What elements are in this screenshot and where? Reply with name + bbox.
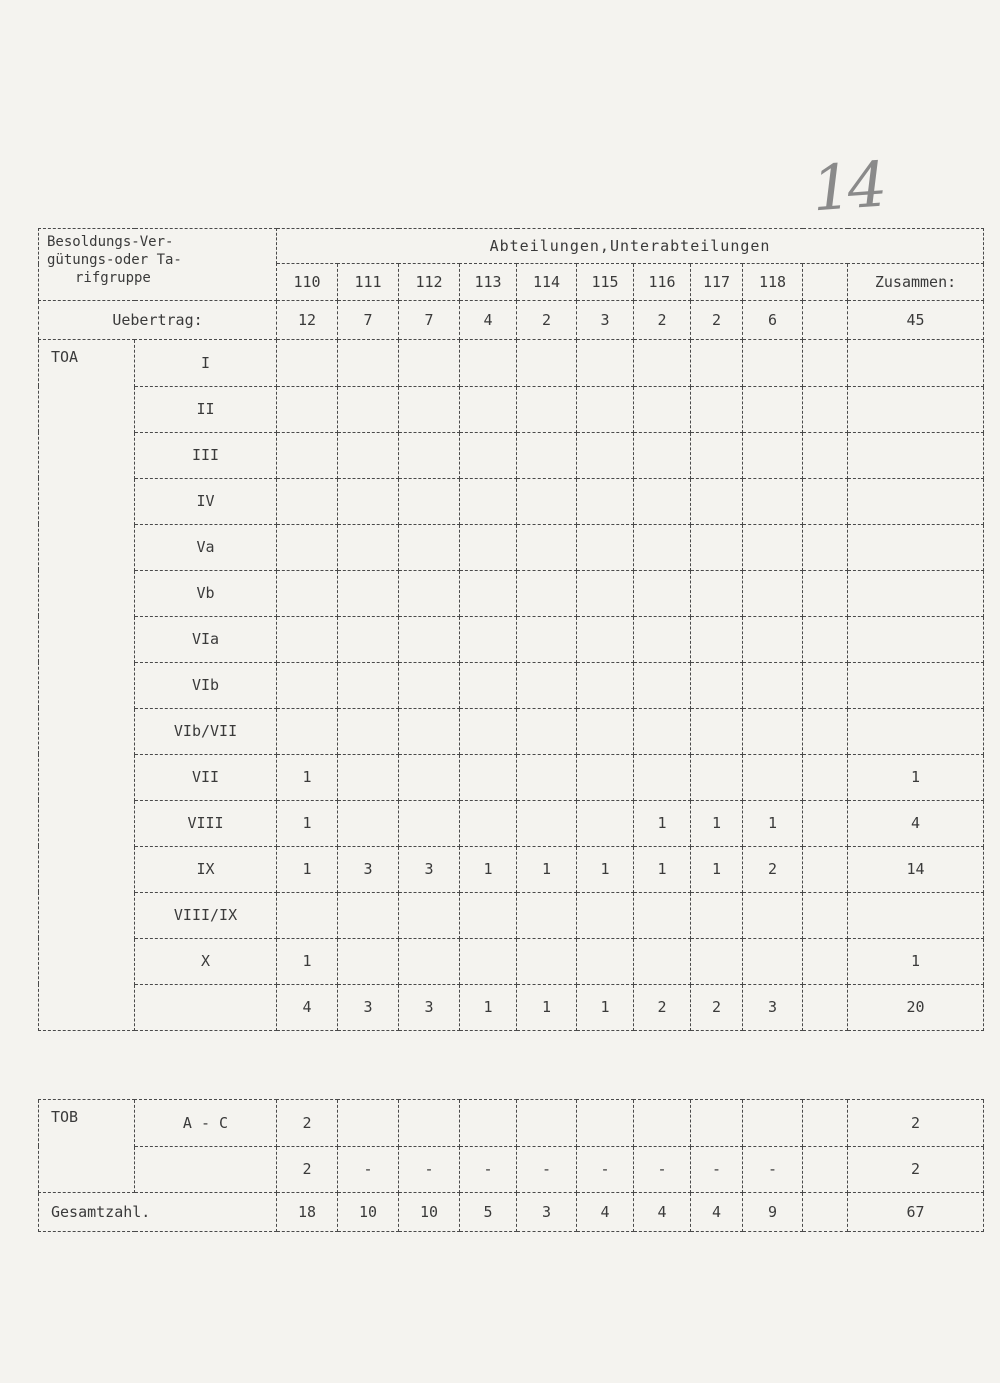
value-cell <box>848 524 984 570</box>
value-cell <box>634 524 691 570</box>
toa-row <box>39 662 984 708</box>
value-cell: 1 <box>460 846 517 892</box>
value-cell <box>338 432 399 478</box>
value-cell <box>460 754 517 800</box>
value-cell <box>399 386 460 432</box>
toa-row <box>39 708 984 754</box>
toa-sublabel <box>135 984 277 1031</box>
toa-sublabel: IV <box>135 478 277 524</box>
toa-group-cell <box>39 800 135 846</box>
value-cell <box>691 340 743 387</box>
value-cell <box>743 524 803 570</box>
header-row-top <box>39 229 984 264</box>
value-cell: 4 <box>848 800 984 846</box>
value-cell <box>634 754 691 800</box>
toa-sublabel: IX <box>135 846 277 892</box>
column-header-Zusammen:: Zusammen: <box>848 264 984 301</box>
toa-sublabel: VIa <box>135 616 277 662</box>
value-cell: 2 <box>634 301 691 340</box>
toa-group-cell <box>39 708 135 754</box>
value-cell <box>803 938 848 984</box>
value-cell <box>338 340 399 387</box>
value-cell <box>691 754 743 800</box>
value-cell: 20 <box>848 984 984 1031</box>
value-cell <box>634 662 691 708</box>
toa-row <box>39 800 984 846</box>
value-cell <box>460 800 517 846</box>
gesamt-row <box>39 1193 984 1232</box>
value-cell: 1 <box>277 938 338 984</box>
toa-sublabel: VIb <box>135 662 277 708</box>
value-cell <box>691 892 743 938</box>
value-cell: 1 <box>691 800 743 846</box>
value-cell <box>691 478 743 524</box>
value-cell <box>803 1100 848 1147</box>
value-cell: 7 <box>399 301 460 340</box>
toa-row <box>39 846 984 892</box>
value-cell <box>399 616 460 662</box>
value-cell <box>691 708 743 754</box>
value-cell <box>634 432 691 478</box>
value-cell <box>577 386 634 432</box>
value-cell: 12 <box>277 301 338 340</box>
toa-sublabel: II <box>135 386 277 432</box>
tob-sublabel: A - C <box>135 1100 277 1147</box>
value-cell <box>577 800 634 846</box>
value-cell: 2 <box>691 984 743 1031</box>
value-cell <box>691 616 743 662</box>
toa-sublabel: VIII/IX <box>135 892 277 938</box>
value-cell <box>691 432 743 478</box>
value-cell <box>460 524 517 570</box>
value-cell <box>399 754 460 800</box>
value-cell <box>803 754 848 800</box>
toa-group-cell <box>39 386 135 432</box>
toa-row <box>39 616 984 662</box>
value-cell <box>803 301 848 340</box>
value-cell: 2 <box>848 1100 984 1147</box>
value-cell <box>634 708 691 754</box>
toa-group-cell <box>39 662 135 708</box>
toa-group-cell <box>39 938 135 984</box>
toa-group-cell <box>39 984 135 1031</box>
value-cell <box>517 662 577 708</box>
value-cell <box>338 570 399 616</box>
value-cell: 4 <box>277 984 338 1031</box>
value-cell <box>517 478 577 524</box>
toa-group-cell <box>39 524 135 570</box>
value-cell <box>577 1100 634 1147</box>
value-cell <box>634 570 691 616</box>
column-header-118: 118 <box>743 264 803 301</box>
value-cell <box>803 984 848 1031</box>
value-cell: - <box>460 1146 517 1193</box>
value-cell: 1 <box>743 800 803 846</box>
value-cell <box>277 432 338 478</box>
value-cell: 2 <box>277 1146 338 1193</box>
value-cell <box>338 892 399 938</box>
value-cell <box>691 570 743 616</box>
value-cell: 3 <box>577 301 634 340</box>
toa-row <box>39 432 984 478</box>
value-cell <box>338 800 399 846</box>
value-cell <box>577 478 634 524</box>
value-cell: 2 <box>277 1100 338 1147</box>
value-cell <box>399 800 460 846</box>
value-cell: 1 <box>517 984 577 1031</box>
value-cell <box>460 478 517 524</box>
value-cell <box>803 1193 848 1232</box>
toa-sublabel: X <box>135 938 277 984</box>
value-cell <box>577 892 634 938</box>
value-cell <box>743 340 803 387</box>
value-cell: - <box>691 1146 743 1193</box>
value-cell: - <box>577 1146 634 1193</box>
value-cell <box>634 616 691 662</box>
value-cell <box>399 1100 460 1147</box>
value-cell <box>277 340 338 387</box>
value-cell <box>517 892 577 938</box>
value-cell: 2 <box>691 301 743 340</box>
tob-sublabel <box>135 1146 277 1193</box>
value-cell <box>277 708 338 754</box>
value-cell: 3 <box>517 1193 577 1232</box>
value-cell: 3 <box>399 846 460 892</box>
value-cell: 4 <box>691 1193 743 1232</box>
value-cell <box>338 708 399 754</box>
toa-row <box>39 892 984 938</box>
value-cell <box>691 1100 743 1147</box>
value-cell <box>460 386 517 432</box>
value-cell <box>517 432 577 478</box>
value-cell <box>743 386 803 432</box>
value-cell <box>691 386 743 432</box>
toa-sublabel: I <box>135 340 277 387</box>
value-cell <box>460 892 517 938</box>
value-cell <box>743 708 803 754</box>
value-cell <box>634 340 691 387</box>
column-header-116: 116 <box>634 264 691 301</box>
value-cell <box>848 662 984 708</box>
toa-group-cell <box>39 570 135 616</box>
value-cell: 18 <box>277 1193 338 1232</box>
value-cell <box>634 892 691 938</box>
toa-row <box>39 340 984 387</box>
column-header-111: 111 <box>338 264 399 301</box>
value-cell <box>577 432 634 478</box>
uebertrag-label: Uebertrag: <box>39 301 277 340</box>
value-cell <box>577 708 634 754</box>
value-cell <box>338 478 399 524</box>
value-cell: - <box>399 1146 460 1193</box>
value-cell <box>848 386 984 432</box>
value-cell <box>803 386 848 432</box>
value-cell <box>803 846 848 892</box>
toa-group-cell <box>39 616 135 662</box>
value-cell <box>803 1146 848 1193</box>
value-cell <box>743 754 803 800</box>
value-cell <box>517 524 577 570</box>
value-cell: 45 <box>848 301 984 340</box>
group-header-line-2: gütungs-oder Ta- <box>47 252 182 268</box>
value-cell <box>460 708 517 754</box>
value-cell <box>577 662 634 708</box>
value-cell: 1 <box>277 754 338 800</box>
toa-sublabel: Va <box>135 524 277 570</box>
value-cell <box>277 386 338 432</box>
value-cell <box>277 616 338 662</box>
value-cell: 6 <box>743 301 803 340</box>
value-cell: 2 <box>634 984 691 1031</box>
value-cell: 7 <box>338 301 399 340</box>
value-cell: 1 <box>634 800 691 846</box>
tob-row <box>39 1100 984 1147</box>
value-cell <box>743 1100 803 1147</box>
value-cell <box>517 340 577 387</box>
tob-group-cell: TOB <box>39 1100 135 1147</box>
column-header-110: 110 <box>277 264 338 301</box>
value-cell <box>399 662 460 708</box>
toa-row <box>39 938 984 984</box>
value-cell <box>803 892 848 938</box>
value-cell: 1 <box>634 846 691 892</box>
value-cell <box>577 754 634 800</box>
value-cell <box>399 892 460 938</box>
value-cell <box>338 754 399 800</box>
value-cell: 14 <box>848 846 984 892</box>
value-cell <box>338 524 399 570</box>
value-cell: - <box>517 1146 577 1193</box>
group-header-line-1: Besoldungs-Ver- <box>47 234 174 250</box>
value-cell: 3 <box>399 984 460 1031</box>
toa-group-cell <box>39 892 135 938</box>
value-cell <box>399 938 460 984</box>
value-cell <box>743 892 803 938</box>
value-cell <box>338 616 399 662</box>
value-cell: 1 <box>277 846 338 892</box>
table-body <box>39 229 984 1232</box>
toa-row <box>39 570 984 616</box>
toa-sublabel: Vb <box>135 570 277 616</box>
value-cell: 3 <box>743 984 803 1031</box>
value-cell <box>848 478 984 524</box>
value-cell <box>803 800 848 846</box>
staffing-table-sheet <box>38 228 983 1232</box>
value-cell <box>691 662 743 708</box>
toa-sublabel: VIb/VII <box>135 708 277 754</box>
value-cell <box>338 386 399 432</box>
value-cell: 9 <box>743 1193 803 1232</box>
value-cell: 10 <box>338 1193 399 1232</box>
toa-sublabel: VIII <box>135 800 277 846</box>
staffing-table <box>38 228 984 1232</box>
value-cell <box>691 938 743 984</box>
value-cell <box>577 340 634 387</box>
value-cell <box>460 570 517 616</box>
toa-sublabel: III <box>135 432 277 478</box>
column-header-112: 112 <box>399 264 460 301</box>
value-cell <box>848 340 984 387</box>
value-cell <box>803 524 848 570</box>
value-cell <box>277 524 338 570</box>
value-cell <box>743 478 803 524</box>
toa-group-cell <box>39 846 135 892</box>
uebertrag-row <box>39 301 984 340</box>
value-cell: 1 <box>277 800 338 846</box>
value-cell <box>460 432 517 478</box>
value-cell: - <box>338 1146 399 1193</box>
tob-row <box>39 1146 984 1193</box>
value-cell <box>460 938 517 984</box>
value-cell: 1 <box>848 938 984 984</box>
value-cell <box>634 478 691 524</box>
value-cell <box>517 570 577 616</box>
value-cell <box>277 478 338 524</box>
value-cell <box>634 386 691 432</box>
value-cell <box>803 570 848 616</box>
value-cell <box>517 1100 577 1147</box>
value-cell <box>399 340 460 387</box>
value-cell <box>691 524 743 570</box>
column-header-114: 114 <box>517 264 577 301</box>
value-cell: - <box>634 1146 691 1193</box>
value-cell <box>634 938 691 984</box>
value-cell <box>399 432 460 478</box>
page-number: 14 <box>809 147 886 226</box>
value-cell <box>634 1100 691 1147</box>
value-cell <box>803 616 848 662</box>
value-cell: 1 <box>691 846 743 892</box>
value-cell: 2 <box>848 1146 984 1193</box>
value-cell: 4 <box>634 1193 691 1232</box>
gesamt-label: Gesamtzahl. <box>39 1193 277 1232</box>
value-cell <box>517 386 577 432</box>
value-cell <box>803 708 848 754</box>
value-cell: 1 <box>577 984 634 1031</box>
value-cell <box>277 892 338 938</box>
value-cell <box>277 570 338 616</box>
value-cell: 1 <box>848 754 984 800</box>
value-cell: 10 <box>399 1193 460 1232</box>
toa-sublabel: VII <box>135 754 277 800</box>
value-cell <box>743 938 803 984</box>
toa-group-cell <box>39 432 135 478</box>
abteilungen-header: Abteilungen,Unterabteilungen <box>277 229 984 264</box>
value-cell <box>460 1100 517 1147</box>
value-cell <box>743 570 803 616</box>
value-cell <box>517 754 577 800</box>
value-cell <box>743 616 803 662</box>
value-cell: 4 <box>460 301 517 340</box>
column-header-blank <box>803 264 848 301</box>
toa-group-cell <box>39 754 135 800</box>
value-cell <box>517 616 577 662</box>
value-cell <box>399 570 460 616</box>
value-cell: 4 <box>577 1193 634 1232</box>
value-cell <box>399 708 460 754</box>
value-cell <box>517 938 577 984</box>
value-cell <box>338 662 399 708</box>
value-cell <box>338 1100 399 1147</box>
group-header-line-3: rifgruppe <box>75 270 151 286</box>
toa-group-cell: TOA <box>39 340 135 387</box>
toa-row <box>39 984 984 1031</box>
toa-group-cell <box>39 478 135 524</box>
value-cell <box>338 938 399 984</box>
value-cell <box>517 800 577 846</box>
value-cell: - <box>743 1146 803 1193</box>
value-cell <box>277 662 338 708</box>
value-cell <box>577 616 634 662</box>
value-cell <box>848 570 984 616</box>
column-header-113: 113 <box>460 264 517 301</box>
value-cell <box>803 340 848 387</box>
value-cell <box>399 524 460 570</box>
column-header-117: 117 <box>691 264 743 301</box>
value-cell <box>848 432 984 478</box>
value-cell: 1 <box>517 846 577 892</box>
value-cell: 67 <box>848 1193 984 1232</box>
value-cell: 1 <box>577 846 634 892</box>
toa-row <box>39 754 984 800</box>
value-cell <box>848 708 984 754</box>
toa-row <box>39 524 984 570</box>
tob-group-cell <box>39 1146 135 1193</box>
value-cell <box>743 432 803 478</box>
value-cell <box>848 892 984 938</box>
value-cell <box>848 616 984 662</box>
value-cell <box>577 938 634 984</box>
value-cell <box>517 708 577 754</box>
value-cell <box>577 524 634 570</box>
group-header <box>39 229 277 301</box>
value-cell <box>577 570 634 616</box>
value-cell: 3 <box>338 846 399 892</box>
toa-row <box>39 478 984 524</box>
value-cell <box>743 662 803 708</box>
value-cell: 3 <box>338 984 399 1031</box>
value-cell <box>399 478 460 524</box>
spacer-cell <box>39 1031 984 1100</box>
value-cell <box>460 662 517 708</box>
value-cell <box>460 616 517 662</box>
spacer-row <box>39 1031 984 1100</box>
toa-row <box>39 386 984 432</box>
value-cell: 1 <box>460 984 517 1031</box>
value-cell: 5 <box>460 1193 517 1232</box>
value-cell: 2 <box>743 846 803 892</box>
value-cell <box>803 662 848 708</box>
value-cell: 2 <box>517 301 577 340</box>
value-cell <box>803 478 848 524</box>
column-header-115: 115 <box>577 264 634 301</box>
value-cell <box>460 340 517 387</box>
value-cell <box>803 432 848 478</box>
